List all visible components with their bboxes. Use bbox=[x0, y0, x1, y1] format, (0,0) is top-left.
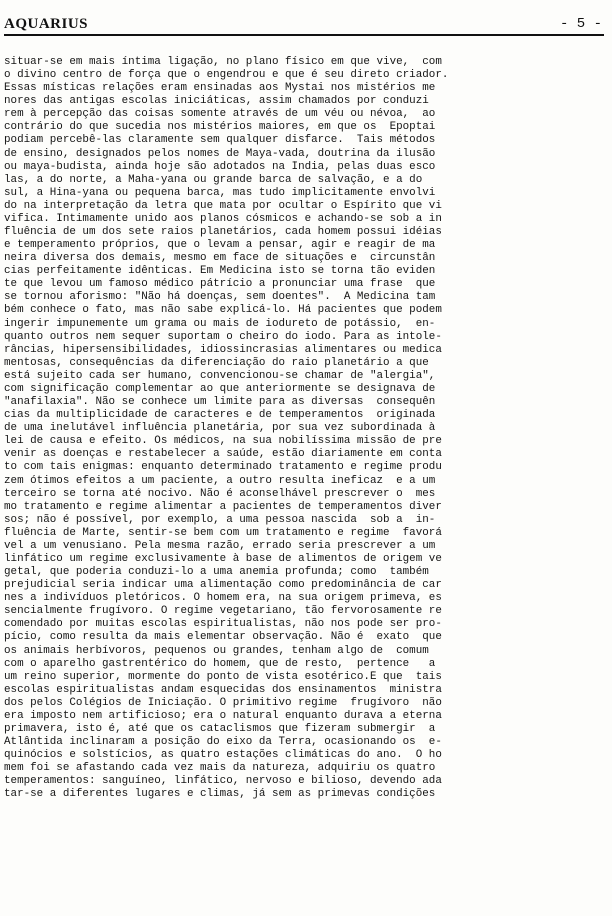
text-line: getal, que poderia conduzi-lo a uma anemia profunda; como também bbox=[4, 566, 429, 579]
text-line: bém conhece o fato, mas não sabe explicá-lo. Há pacientes que podem bbox=[4, 304, 442, 317]
text-line: e temperamento próprios, que o levam a pensar, agir e reagir de ma bbox=[4, 239, 436, 252]
text-line: quanto outros nem sequer suportam o cheiro do iodo. Para as intole- bbox=[4, 330, 442, 343]
text-line: se tornou aforismo: "Não há doenças, sem doentes". A Medicina tam bbox=[4, 291, 436, 304]
text-line: Essas místicas relações eram ensinadas aos Mystai nos mistérios me bbox=[4, 82, 436, 95]
text-line: com o aparelho gastrentérico do homem, que de resto, pertence a bbox=[4, 657, 436, 670]
text-line: situar-se em mais íntima ligação, no plano físico em que vive, com bbox=[4, 56, 442, 68]
text-line: sencialmente frugívoro. O regime vegetariano, tão fervorosamente re bbox=[4, 605, 442, 618]
body-text bbox=[4, 56, 604, 801]
text-line: terceiro se torna até nocivo. Não é aconselhável prescrever o mes bbox=[4, 487, 436, 500]
text-line: está sujeito cada ser humano, convencionou-se chamar de "alergia", bbox=[4, 369, 436, 382]
text-line: lei de causa e efeito. Os médicos, na sua nobilíssima missão de pre bbox=[4, 435, 442, 448]
text-line: rem à percepção das coisas somente através de um véu ou névoa, ao bbox=[4, 108, 436, 121]
text-line: to com tais enigmas: enquanto determinado tratamento e regime produ bbox=[4, 461, 442, 474]
text-line: "anafilaxia". Não se conhece um limite para as diversas consequên bbox=[4, 396, 436, 409]
text-line: um reino superior, mormente do ponto de vista esotérico.É que tais bbox=[4, 670, 442, 683]
text-line: ingerir impunemente um grama ou mais de iodureto de potássio, en- bbox=[4, 317, 436, 330]
text-line: râncias, hipersensibilidades, idiossincrasias alimentares ou medica bbox=[4, 343, 442, 356]
text-line: sul, a Hina-yana ou pequena barca, mas tudo implicitamente envolvi bbox=[4, 186, 436, 199]
text-line: contrário do que sucedia nos mistérios maiores, em que os Epoptai bbox=[4, 121, 436, 134]
page-header bbox=[4, 14, 604, 36]
text-line: de uma inelutável influência planetária, por sua vez subordinada à bbox=[4, 422, 436, 435]
text-line: vel a um venusiano. Pela mesma razão, errado seria prescrever a um bbox=[4, 539, 436, 552]
text-line: com significação complementar ao que anteriormente se designava de bbox=[4, 382, 436, 395]
text-line: o divino centro de força que o engendrou e que é seu direto criador. bbox=[4, 69, 449, 82]
text-line: fluência de Marte, sentir-se bem com um tratamento e regime favorá bbox=[4, 526, 442, 539]
text-line: prejudicial seria indicar uma alimentação como predominância de car bbox=[4, 579, 442, 592]
text-line: pício, como resulta da mais elementar observação. Não é exato que bbox=[4, 631, 442, 644]
text-line: dos pelos Colégios de Iniciação. O primitivo regime frugívoro não bbox=[4, 696, 442, 709]
text-line: comendado por muitas escolas espiritualistas, não nos pode ser pro- bbox=[4, 618, 442, 631]
text-line: temperamentos: sanguíneo, linfático, nervoso e bilioso, devendo ada bbox=[4, 775, 442, 788]
text-line: fluência de um dos sete raios planetários, cada homem possui idéias bbox=[4, 226, 442, 239]
text-line: venir as doenças e restabelecer a saúde, estão diariamente em conta bbox=[4, 448, 442, 461]
header-rule bbox=[4, 34, 604, 36]
text-line: neira diversa dos demais, mesmo em face de situações e circunstân bbox=[4, 252, 436, 265]
text-line: te que levou um famoso médico pátrício a pronunciar uma frase que bbox=[4, 278, 436, 291]
text-line: linfático um regime exclusivamente à base de alimentos de origem ve bbox=[4, 552, 442, 565]
text-line: escolas espiritualistas andam esquecidas dos ensinamentos ministra bbox=[4, 683, 442, 696]
text-line: cias perfeitamente idênticas. Em Medicina isto se torna tão eviden bbox=[4, 265, 436, 278]
text-line: sos; não é possível, por exemplo, a uma pessoa nascida sob a in- bbox=[4, 513, 436, 526]
text-line: las, a do norte, a Maha-yana ou grande barca de salvação, e a do bbox=[4, 173, 423, 186]
text-line: tar-se a diferentes lugares e climas, já sem as primevas condições bbox=[4, 788, 436, 801]
text-line: mo tratamento e regime alimentar a pacientes de temperamentos diver bbox=[4, 500, 442, 513]
text-line: podiam percebê-las claramente sem qualquer disfarce. Tais métodos bbox=[4, 134, 436, 147]
text-line: vifica. Intimamente unido aos planos cósmicos e achando-se sob a in bbox=[4, 212, 442, 225]
text-line: nores das antigas escolas iniciáticas, assim chamados por conduzi bbox=[4, 95, 429, 108]
journal-title: AQUARIUS bbox=[4, 16, 89, 32]
text-line: cias da multiplicidade de caracteres e de temperamentos originada bbox=[4, 409, 436, 422]
page-number: - 5 - bbox=[559, 16, 602, 32]
text-line: quinócios e solstícios, as quatro estações climáticas do ano. O ho bbox=[4, 749, 442, 762]
text-line: ou maya-budista, ainda hoje são adotados na Índia, pelas duas esco bbox=[4, 160, 436, 173]
text-line: primavera, isto é, até que os cataclismos que fizeram submergir a bbox=[4, 722, 436, 735]
text-line: nes a indivíduos pletóricos. O homem era, na sua origem primeva, es bbox=[4, 592, 442, 605]
text-line: mentosas, consequências da diferenciação do raio planetário a que bbox=[4, 356, 429, 369]
text-line: mem foi se afastando cada vez mais da natureza, adquiriu os quatro bbox=[4, 762, 436, 775]
text-line: era imposto nem artificioso; era o natural enquanto durava a eterna bbox=[4, 709, 442, 722]
text-line: de ensino, designados pelos nomes de Maya-vada, doutrina da ilusão bbox=[4, 147, 436, 160]
text-line: os animais herbívoros, pequenos ou grandes, tenham algo de comum bbox=[4, 644, 429, 657]
text-line: do na interpretação da letra que mata por ocultar o Espírito que vi bbox=[4, 199, 442, 212]
text-line: zem ótimos efeitos a um paciente, a outro resulta ineficaz e a um bbox=[4, 474, 436, 487]
text-line: Atlântida inclinaram a posição do eixo da Terra, ocasionando os e- bbox=[4, 736, 442, 749]
